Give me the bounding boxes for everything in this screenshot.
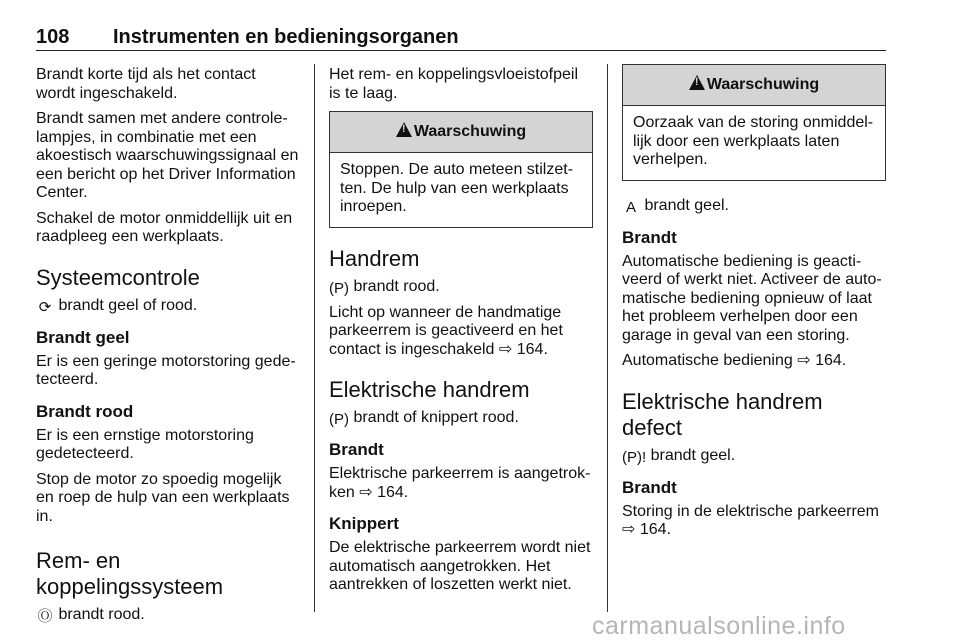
engine-check-icon: ⟳	[38, 298, 52, 316]
reference-arrow-icon: ⇨	[498, 340, 513, 358]
column-left	[36, 66, 299, 632]
brake-system-icon: Ⓞ	[37, 608, 53, 625]
subheading: Knippert	[329, 514, 399, 533]
warning-text: Stoppen. De auto meteen stilzetten. De hulp van een werkplaats inroepen.	[340, 161, 574, 215]
parking-brake-fault-icon: (P)!	[622, 448, 647, 466]
reference-arrow-icon: ⇨	[797, 352, 811, 369]
paragraph: Het rem- en koppelingsvloeistofpeil is te laag.	[329, 66, 579, 102]
warning-box	[329, 111, 593, 228]
warning-triangle-icon	[689, 75, 705, 90]
column-right	[622, 64, 886, 547]
paragraph: Elektrische parkeerrem is aangetrokken ⇨ 164.	[329, 465, 591, 501]
paragraph: Ⓞ brandt rood.	[37, 606, 145, 625]
paragraph: Schakel de motor onmiddellijk uit en raadpleeg een werkplaats.	[36, 209, 293, 245]
paragraph: Licht op wanneer de handmatige parkeerrem is geactiveerd en het contact is ingeschakeld ⇨ 164.	[329, 303, 563, 358]
section-heading: Systeemcontrole	[36, 264, 200, 290]
paragraph: A brandt geel.	[622, 197, 886, 216]
paragraph: Brandt samen met andere controlelampjes, in combinatie met een akoestisch waarschuwingssignaal en een bericht op het Driver Information Center.	[36, 110, 299, 201]
electric-parking-brake-icon: (P)	[329, 411, 349, 428]
warning-header: !Waarschuwing	[623, 65, 885, 106]
section-heading: Rem- en koppelingssysteem	[36, 548, 224, 599]
subheading: Brandt	[329, 440, 384, 459]
parking-brake-icon: (P)	[329, 279, 349, 297]
watermark: carmanualsonline.info	[592, 612, 846, 640]
column-middle	[329, 66, 593, 602]
section-heading: Elektrische handrem defect	[622, 388, 823, 440]
auto-mode-icon: A	[625, 198, 636, 216]
reference-arrow-icon: ⇨	[622, 521, 636, 538]
paragraph: Er is een geringe motorstoring gedetecteerd.	[36, 352, 296, 388]
paragraph: Stop de motor zo spoedig mogelijk en roep de hulp van een werkplaats in.	[36, 470, 290, 525]
page-header	[36, 26, 886, 51]
reference-arrow-icon: ⇨	[359, 483, 373, 501]
paragraph: ⟳ brandt geel of rood.	[36, 297, 299, 316]
warning-header: !Waarschuwing	[330, 112, 592, 153]
page-title: Instrumenten en bedieningsorganen	[113, 26, 459, 48]
section-heading: Elektrische handrem	[329, 377, 530, 402]
paragraph: (P)! brandt geel.	[622, 446, 736, 466]
subheading: Brandt geel	[36, 327, 130, 347]
subheading: Brandt	[622, 477, 677, 497]
column-divider	[607, 64, 608, 612]
paragraph: Automatische bediening is geactiveerd of werkt niet. Activeer de automatische bediening opnieuw of laat het probleem verhelpen door een garage in geval van een storing.	[622, 252, 882, 344]
warning-box	[622, 64, 886, 181]
paragraph: (P) brandt of knippert rood.	[329, 409, 519, 428]
paragraph: Storing in de elektrische parkeerrem ⇨ 164.	[622, 502, 880, 538]
paragraph: De elektrische parkeerrem wordt niet automatisch aangetrokken. Het aantrekken of loszetten werkt niet.	[329, 539, 591, 593]
paragraph: Automatische bediening ⇨ 164.	[622, 352, 847, 369]
column-divider	[314, 64, 315, 612]
paragraph: (P) brandt rood.	[329, 277, 440, 297]
paragraph: Brandt korte tijd als het contact wordt ingeschakeld.	[36, 66, 256, 102]
page-number: 108	[36, 26, 70, 48]
warning-triangle-icon	[396, 122, 412, 137]
subheading: Brandt rood	[36, 401, 134, 421]
warning-text: Oorzaak van de storing onmiddellijk door een werkplaats laten verhelpen.	[633, 114, 874, 168]
subheading: Brandt	[622, 227, 677, 247]
paragraph: Er is een ernstige motorstoring gedetecteerd.	[36, 426, 254, 462]
section-heading: Handrem	[329, 245, 420, 271]
